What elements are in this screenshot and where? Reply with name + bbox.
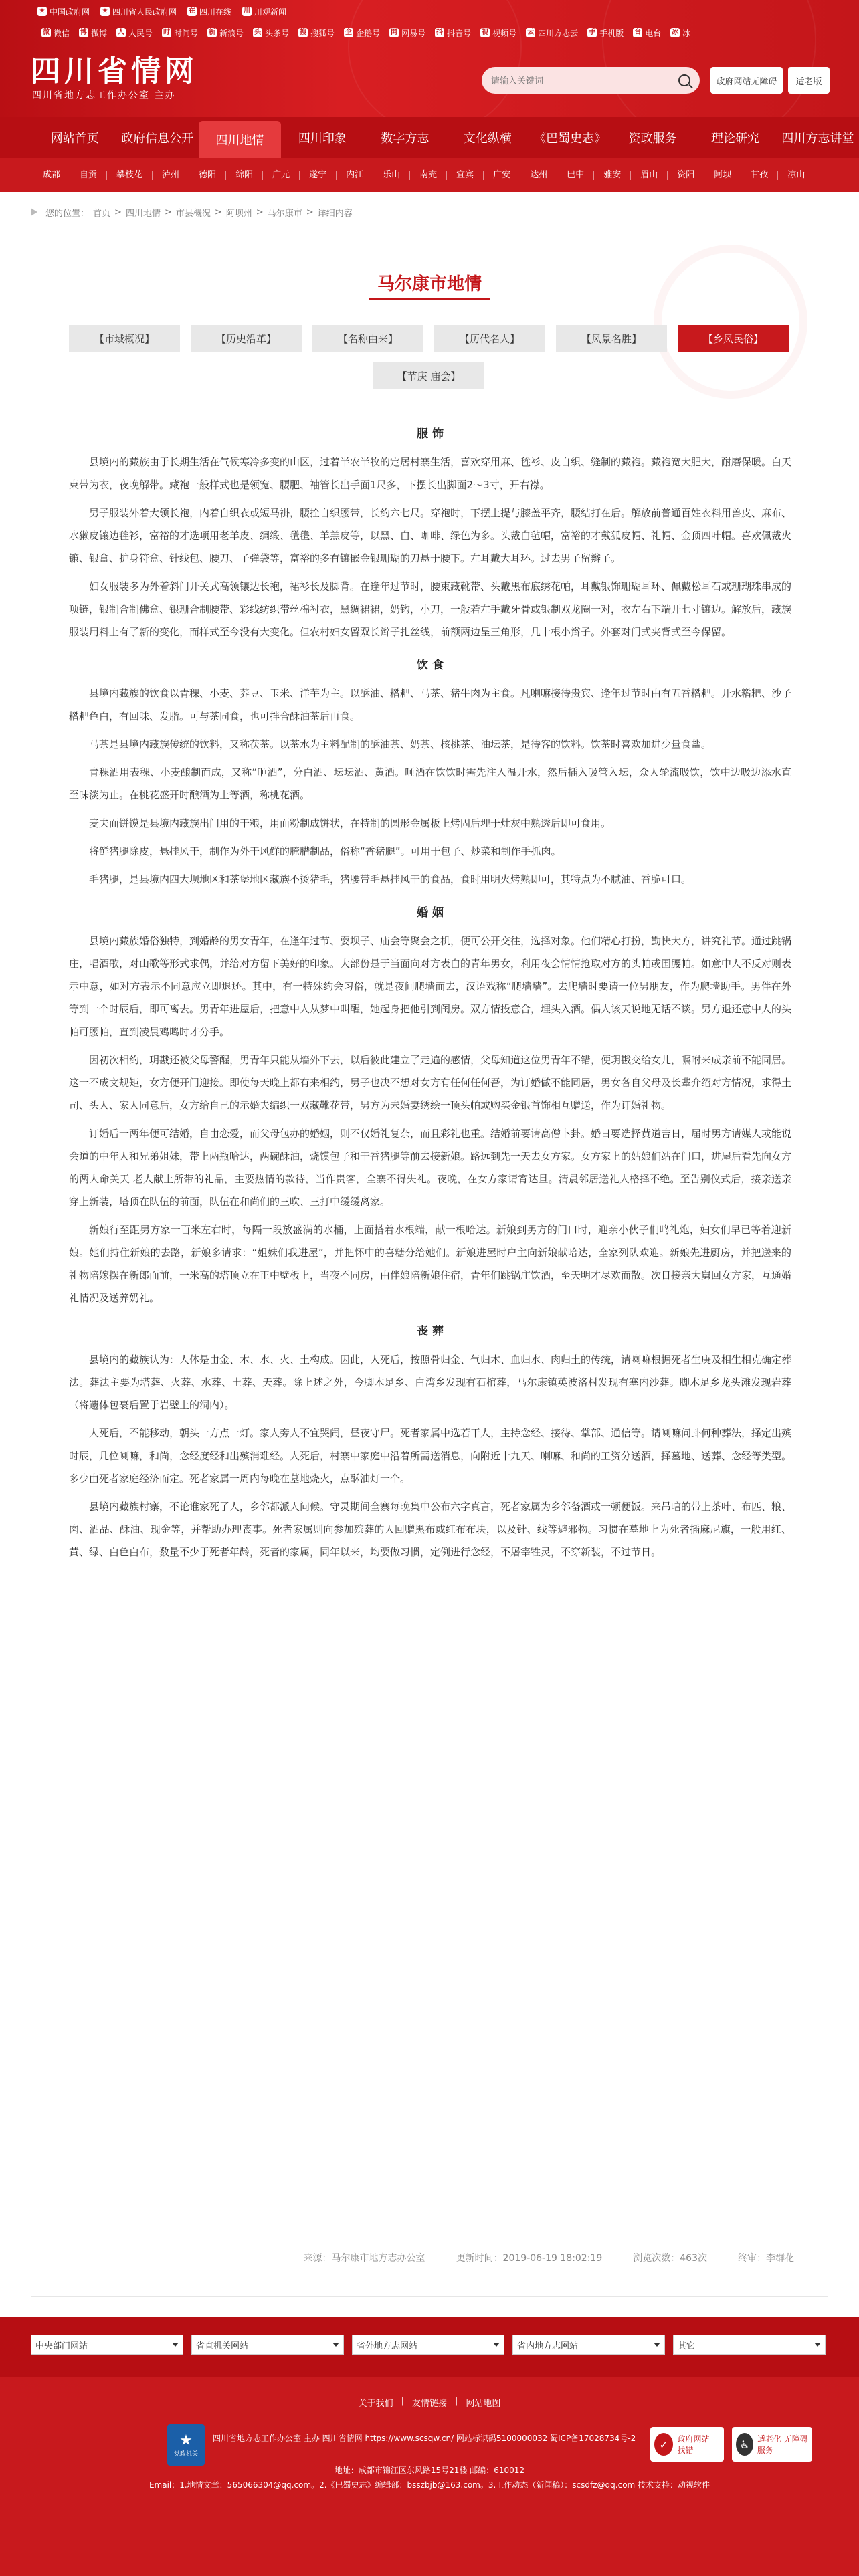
douyin-icon: 抖 — [436, 29, 444, 36]
chevron-down-icon — [332, 2343, 339, 2347]
radio-icon: 台 — [634, 29, 642, 36]
footer-link-sitemap[interactable]: 网站地图 — [466, 2399, 501, 2409]
wechat-icon: 微 — [43, 29, 50, 36]
city-link[interactable]: 南充 — [410, 171, 447, 180]
article-body — [69, 417, 791, 1569]
party-gov-emblem[interactable] — [167, 2424, 205, 2466]
breadcrumb-arrow-icon — [31, 208, 37, 216]
watermark-seal-icon — [654, 245, 807, 399]
sc-online-icon: 在 — [189, 7, 196, 15]
paragraph: 马茶是县境内藏族传统的饮料，又称茯茶。以茶水为主料配制的酥油茶、奶茶、核桃茶、油坛茶，是待客的饮料。饮茶时喜欢加进少量食盐。 — [89, 738, 712, 750]
breadcrumb-item[interactable]: 市县概况 — [175, 208, 211, 219]
nav-sichuan-yinxiang[interactable]: 四川印象 — [298, 132, 347, 146]
section-heading: 饮 食 — [417, 659, 444, 672]
media-video[interactable]: 视 视频号 — [482, 28, 517, 38]
wheelchair-icon: ♿ — [736, 2433, 753, 2456]
nav-theory[interactable]: 理论研究 — [710, 132, 759, 146]
paragraph: 妇女服装多为外着斜门开关式高领镶边长袍，裙衫长及脚背。在逢年过节时，腰束藏靴带、头戴黑布底绣花帕，耳戴银饰珊瑚耳环、佩戴松耳石或珊瑚珠串成的项链，银制合制佛盒、银珊合制腰带、彩线纺织带丝棉衬衣，黑绸裙裙，奶钩，小刀，一般若左手戴牙骨或银制双龙圈一对，衣左右下端开七寸镶边。解放后，藏族服装用料上有了新的变化，而样式至今没有大变化。但农村妇女留双长辫子扎丝线，前额两边呈三角形，几十根小辫子。外套对门式夹背式至今保留。 — [69, 580, 792, 638]
shijian-icon: 时 — [163, 29, 171, 36]
select-other-province-sites[interactable]: 省外地方志网站 — [352, 2335, 504, 2355]
tab-festivals[interactable]: 【节庆 庙会】 — [373, 362, 484, 389]
city-link[interactable]: 德阳 — [189, 171, 226, 180]
article-meta — [31, 2251, 828, 2264]
media-fangzhiyun[interactable]: 云 四川方志云 — [527, 28, 579, 38]
nav-culture[interactable]: 文化纵横 — [463, 132, 512, 146]
chuanguan-link[interactable]: 川 川观新闻 — [244, 7, 287, 17]
city-link[interactable]: 遂宁 — [300, 171, 337, 180]
nav-lecture[interactable]: 四川方志讲堂 — [781, 132, 854, 146]
city-link[interactable]: 广安 — [484, 171, 520, 180]
breadcrumb-sep: > — [256, 207, 264, 217]
footer-link-about[interactable]: 关于我们 — [358, 2399, 393, 2409]
nav-digital-fangzhi[interactable]: 数字方志 — [381, 132, 430, 146]
tab-famous-people[interactable]: 【历代名人】 — [434, 325, 545, 352]
media-penguin[interactable]: 企 企鹅号 — [345, 28, 381, 38]
cloud-icon: 云 — [527, 29, 535, 36]
mobile-icon: 手 — [589, 29, 596, 36]
section-heading: 服 饰 — [417, 427, 444, 441]
nav-sichuan-diqing[interactable]: 四川地情 — [199, 121, 281, 158]
breadcrumb-label: 您的位置： — [45, 208, 90, 219]
penguin-icon: 企 — [345, 29, 353, 36]
city-link[interactable]: 广元 — [263, 171, 300, 180]
breadcrumb-sep: > — [164, 207, 172, 217]
star-icon: ★ — [179, 2432, 193, 2449]
media-mobile[interactable]: 手 手机版 — [589, 28, 624, 38]
breadcrumb-sep: > — [214, 207, 222, 217]
site-header — [0, 0, 859, 117]
chuanguan-icon: 川 — [244, 7, 251, 15]
media-toutiao[interactable]: 头 头条号 — [254, 28, 290, 38]
nav-bashu-shizhi[interactable]: 《巴蜀史志》 — [534, 132, 607, 146]
city-link[interactable]: 成都 — [33, 171, 70, 180]
city-nav — [0, 158, 859, 192]
search-input[interactable] — [491, 76, 678, 86]
footer-info — [213, 2431, 648, 2446]
tab-history[interactable]: 【历史沿革】 — [191, 325, 302, 352]
paragraph: 新娘行至距男方家一百米左右时，每隔一段放盛满的水桶，上面搭着水根端，献一根哈达。新娘到男方的门口时，迎亲小伙子们鸣礼炮，妇女们早已等着迎新娘。她们持住新娘的去路，新娘多请求：“姐妹们我进屋”，并把怀中的喜糖分给她们。新娘进屋时户主向新娘献哈达，全家列队欢迎。新娘先进厨房，并把送来的礼物陪嫁摆在新郎面前，一米高的塔顶立在正中壁板上，当夜不同房，由伴娘陪新娘住宿，青年们跳锅庄饮酒，至天明才尽欢而散。次日接亲大舅回女方家，互通婚礼情况及送养奶礼。 — [69, 1224, 792, 1304]
nav-zizheng[interactable]: 资政服务 — [628, 132, 677, 146]
paragraph: 男子服装外着大领长袍，内着自织衣或短马褂，腰拴自织腰带，长约六七尺。穿袍时，下摆上提与膝盖平齐，腰结打在后。解放前普通百姓衣料用兽皮、麻布、水獭皮镶边毪衫，富裕的才选项用老羊皮、绸缎、氆氇、羊羔皮等，以黑、白、咖啡、绿色为多。头戴白毡帽，富裕的才戴狐皮帽、礼帽、金顶四叶帽。喜欢佩戴火镰、银盒、护身符盒、针线包、腰刀、子弹袋等，富裕的多有镶嵌金银珊瑚的刀悬于腰下。左耳戴大耳环。过去男子留辫子。 — [69, 507, 792, 564]
chevron-down-icon — [172, 2343, 179, 2347]
tab-scenic-spots[interactable]: 【风景名胜】 — [556, 325, 667, 352]
ice-icon: 冰 — [672, 29, 679, 36]
city-link[interactable]: 乐山 — [373, 171, 410, 180]
media-radio[interactable]: 台 电台 — [634, 28, 662, 38]
paragraph: 因初次相约，玥戡还被父母警醒，男青年只能从墙外下去，以后彼此建立了走遍的感情，父母知道这位男青年不错，便玥戡交给女儿，嘱咐来成亲前不能同居。这一不成文规矩，女方便开门迎接。即使每天晚上都有来相约，男子也决不想对女方有任何任何吾，为订婚做不能同居，男女各自父母及长辈介绍对方情况，求得土司、头人、家人同意后，女方给自己的示婚夫编织一双藏靴花带，男方为未婚妻绣绘一顶头帕或购买金银首饰相互赠送，作为订婚礼物。 — [69, 1054, 792, 1111]
city-link[interactable]: 绵阳 — [226, 171, 263, 180]
meta-editor: 终审：李群花 — [738, 2253, 794, 2264]
footer-select-bar — [0, 2317, 859, 2377]
paragraph: 订婚后一两年便可结婚，自由恋爱，而父母包办的婚姻，则不仅婚礼复杂，而且彩礼也重。结婚前要请高僧卜卦。婚日要选择黄道吉日，届时男方请媒人或能说会道的中年人和兄弟姐妹，带上两瓶哈达，两碗酥油，烧馍包子和干香猪腿等前去接新娘。路远到先一天去女方家。女方家上的姑娘们站在门口，进屋后看先向女方的两人命关天 老人献上所带的礼品，主要热情的款待，当作贵客，全寨不得失礼。夜晚，在女方家请宵达旦。清晨邻居送礼人格择不绝。至告别仪式后，接亲送亲穿上新装，塔顶在队伍的前面，队伍在和尚们的三吹、三打中缓缓离家。 — [69, 1128, 792, 1208]
site-subtitle: 四川省地方志工作办公室 主办 — [32, 90, 176, 101]
footer-line3: Email：1.地情文章：565066304@qq.com。2.《巴蜀史志》编辑部：bsszbjb@163.com。3.工作动态（新闻稿）：scsdfz@qq.com 技术支持：动视软件 — [149, 2480, 710, 2490]
gov-site-error-badge[interactable]: ✓ 政府网站 找错 — [650, 2427, 724, 2462]
media-bing[interactable]: 冰 冰 — [672, 28, 691, 38]
toutiao-icon: 头 — [254, 29, 262, 36]
paragraph: 麦夫面饼馍是县境内藏族出门用的干粮，用面粉制成饼状，在特制的圆形金属板上烤固后埋于灶灰中熟透后即可食用。 — [89, 817, 611, 829]
search-box — [482, 67, 700, 94]
media-sohu[interactable]: 搜 搜狐号 — [300, 28, 335, 38]
paragraph: 县境内藏族的饮食以青稞、小麦、荞豆、玉米、洋芋为主。以酥油、糌粑、马茶、猪牛肉为主食。凡喇嘛接待贵宾、逢年过节时由有五香糌粑。开水糌粑、沙子糌粑色白，有回味、发脂。可与茶同食，也可拌合酥油茶后再食。 — [69, 687, 792, 722]
media-netease[interactable]: 网 网易号 — [391, 28, 426, 38]
tab-folk-customs[interactable]: 【乡风民俗】 — [678, 325, 789, 352]
select-local-sites[interactable]: 省内地方志网站 — [512, 2335, 665, 2355]
footer-links: 关于我们 | 友情链接 | 网站地图 — [358, 2396, 501, 2409]
top-links — [37, 4, 286, 19]
select-other-sites[interactable]: 其它 — [673, 2335, 826, 2355]
breadcrumb-item[interactable]: 首页 — [93, 208, 111, 219]
elder-mode-button[interactable]: 适老版 — [788, 67, 830, 94]
error-report-icon: ✓ — [654, 2433, 673, 2456]
city-link[interactable]: 甘孜 — [741, 171, 778, 180]
city-link[interactable]: 眉山 — [631, 171, 668, 180]
main-nav — [0, 117, 859, 158]
netease-icon: 网 — [391, 29, 398, 36]
select-central-sites[interactable]: 中央部门网站 — [31, 2335, 183, 2355]
media-sina[interactable]: 新 新浪号 — [209, 28, 244, 38]
meta-updated: 更新时间：2019-06-19 18:02:19 — [456, 2253, 603, 2264]
meta-views-label: 浏览次数： — [633, 2253, 680, 2264]
content-box — [31, 231, 828, 2297]
nav-home[interactable]: 网站首页 — [50, 132, 99, 146]
breadcrumb-item[interactable]: 四川地情 — [125, 208, 161, 219]
breadcrumb-sep: > — [306, 207, 314, 217]
video-icon: 视 — [482, 29, 489, 36]
meta-source: 来源：马尔康市地方志办公室 — [303, 2253, 425, 2264]
breadcrumb-item[interactable]: 马尔康市 — [267, 208, 302, 219]
media-links — [41, 25, 690, 40]
media-wechat[interactable]: 微 微信 — [43, 28, 70, 38]
city-link[interactable]: 资阳 — [668, 171, 704, 180]
chevron-down-icon — [814, 2343, 821, 2347]
emblem-label: 党政机关 — [173, 2450, 198, 2458]
tab-name-origin[interactable]: 【名称由来】 — [312, 325, 423, 352]
media-weibo[interactable]: 博 微博 — [80, 28, 108, 38]
media-shijian[interactable]: 时 时间号 — [163, 28, 199, 38]
city-link[interactable]: 巴中 — [557, 171, 594, 180]
renmin-icon: 人 — [118, 29, 125, 36]
footer-line2: 地址：成都市锦江区东风路15号21楼 邮编：610012 — [334, 2466, 525, 2475]
section-heading: 丧 葬 — [417, 1325, 444, 1338]
chevron-down-icon — [654, 2343, 660, 2347]
meta-views-count: 463次 — [680, 2253, 707, 2264]
paragraph: 县境内藏族村寨，不论谁家死了人，乡邻都派人问候。守灵期间全寨每晚集中公布六字真言，死者家属为乡邻备酒或一顿便饭。来吊唁的带上茶叶、布匹、粮、肉、酒品、酥油、现金等，并帮助办理丧事。死者家属则向参加殡葬的人回赠黑布或红布布块，以及针、线等避邪物。习惯在墓地上为死者插麻尼旗，一般用红、黄、绿、白色白布，数量不少于死者年龄，死者的家属，同年以来，均要做习惯，定例进行念经，不屠宰牲灵，不穿新装，不过节日。 — [69, 1501, 792, 1558]
title-underline — [369, 298, 490, 300]
footer-link-friends[interactable]: 友情链接 — [411, 2399, 447, 2409]
weibo-icon: 博 — [80, 29, 88, 36]
paragraph: 毛猪腿，是县境内四大坝地区和茶堡地区藏族不烫猪毛，猪腰带毛悬挂风干的食品，食时用明火烤熟即可，其特点为不腻油、香脆可口。 — [89, 873, 692, 885]
section-heading: 婚 姻 — [417, 906, 444, 920]
breadcrumb — [31, 205, 353, 219]
paragraph: 将鲜猪腿除皮，悬挂风干，制作为外干风鲜的腌腊制品，俗称“香猪腿”。可用于包子、炒菜和制作手抓肉。 — [89, 845, 561, 857]
media-douyin[interactable]: 抖 抖音号 — [436, 28, 472, 38]
site-title[interactable]: 四川省情网 — [31, 54, 198, 88]
meta-views — [633, 2251, 707, 2264]
city-link[interactable]: 雅安 — [594, 171, 631, 180]
sc-online-link[interactable]: 在 四川在线 — [189, 7, 232, 17]
city-link[interactable]: 内江 — [337, 171, 373, 180]
sohu-icon: 搜 — [300, 29, 307, 36]
gov-link[interactable]: ★ 中国政府网 — [37, 4, 90, 19]
city-link[interactable]: 阿坝 — [704, 171, 741, 180]
paragraph: 县境内的藏族认为：人体是由金、木、水、火、土构成。因此，人死后，按照骨归金、气归木、血归水、肉归土的传统，请喇嘛根据死者生庚及相生相克确定葬法。葬法主要为塔葬、火葬、水葬、土葬、天葬。除上述之外，今脚木足乡、白湾乡发现有石棺葬，马尔康镇英波洛村发现有塞内沙葬。脚木足乡龙头滩发现岩葬（将遗体包裹后置于岩壁上的洞内）。 — [69, 1354, 792, 1411]
city-link[interactable]: 达州 — [520, 171, 557, 180]
breadcrumb-item: 详细内容 — [317, 208, 353, 219]
city-link[interactable]: 攀枝花 — [107, 171, 153, 180]
paragraph: 县境内藏族婚俗独特，到婚龄的男女青年，在逢年过节、耍坝子、庙会等聚会之机，便可公开交往，选择对象。他们精心打扮，勤快大方，讲究礼节。通过跳锅庄，唱酒歌，对山歌等形式求偶，并给对方留下美好的印象。大部份是于当面向对方表白的青年男女，利用夜会情情抢取对方的头帕或围腰帕。如意中人不反对则表示中意，如对方表示不同意应立即退还。其中，有一特殊约会习俗，就是夜间爬墙而去，汉语戏称“爬墙墙”。去爬墙时要请一位男朋友，作为爬墙助手。男伴在外等到一个时辰后，即可离去。男青年进屋后，把意中人从梦中叫醒，她起身把他引到闺房。双方情投意合，埋头入酒。偶人该天说地无话不谈。男方退还意中人的头帕可腰帕，直到凌晨鸡鸣时才分手。 — [69, 935, 792, 1038]
site-footer — [0, 2377, 859, 2576]
breadcrumb-item[interactable]: 阿坝州 — [225, 208, 252, 219]
sina-icon: 新 — [209, 29, 216, 36]
city-link[interactable]: 凉山 — [787, 170, 805, 180]
emblem-icon: ★ — [100, 7, 110, 16]
page-title: 马尔康市地情 — [377, 274, 482, 294]
city-link[interactable]: 宜宾 — [447, 171, 484, 180]
paragraph: 青稞酒用表稞、小麦酿制而成，又称“咂酒”，分白酒、坛坛酒、黄酒。咂酒在饮饮时需先注入温开水，然后插入吸管入坛，众人轮流吸饮，饮中边吸边添水直至味淡为止。在桃花盛开时酿酒为上等酒，称桃花酒。 — [69, 766, 791, 801]
nav-gov-info[interactable]: 政府信息公开 — [121, 132, 194, 146]
emblem-icon: ★ — [37, 7, 47, 16]
breadcrumb-sep: > — [114, 207, 122, 217]
footer-line1: 四川省地方志工作办公室 主办 四川省情网 https://www.scsqw.cn/ 网站标识码5100000032 蜀ICP备17028734号-2 — [213, 2434, 636, 2443]
footer-info-2 — [0, 2463, 859, 2492]
accessible-button[interactable]: 政府网站无障碍 — [710, 67, 783, 94]
search-icon[interactable] — [678, 74, 690, 86]
accessibility-badge[interactable]: ♿ 适老化 无障碍服务 — [732, 2427, 812, 2462]
paragraph: 人死后，不能移动，朝头一方点一灯。家人旁人不宜哭闹，昼夜守尸。死者家属中选若干人，主持念经、接待、掌部、通信等。请喇嘛问卦何种葬法，择定出殡时辰，几位喇嘛，和尚，念经度经和出殡消难经。人死后，村寨中家庭中沿着所需送消息，向附近十九天、喇嘛、和尚的工资分送酒，择墓地、送葬、念经等类型。多少由死者家庭经济而定。死者家属一周内每晚在墓地烧火，点酥油灯一个。 — [69, 1427, 792, 1485]
city-link[interactable]: 泸州 — [153, 171, 189, 180]
select-provincial-sites[interactable]: 省直机关网站 — [191, 2335, 344, 2355]
chevron-down-icon — [493, 2343, 500, 2347]
media-renmin[interactable]: 人 人民号 — [118, 28, 153, 38]
paragraph: 县境内的藏族由于长期生活在气候寒冷多变的山区，过着半农半牧的定居村寨生活，喜欢穿用麻、毪衫、皮自织、缝制的藏袍。藏袍宽大肥大，耐磨保暖。白天束带为衣，夜晚解带。藏袍一般样式也是领宽、腰肥、袖管长出手面1尺多，下摆长出脚面2～3寸，开右襟。 — [69, 456, 792, 491]
city-link[interactable]: 自贡 — [70, 171, 107, 180]
sc-gov-link[interactable]: ★ 四川省人民政府网 — [100, 4, 177, 19]
tab-city-overview[interactable]: 【市域概况】 — [69, 325, 180, 352]
